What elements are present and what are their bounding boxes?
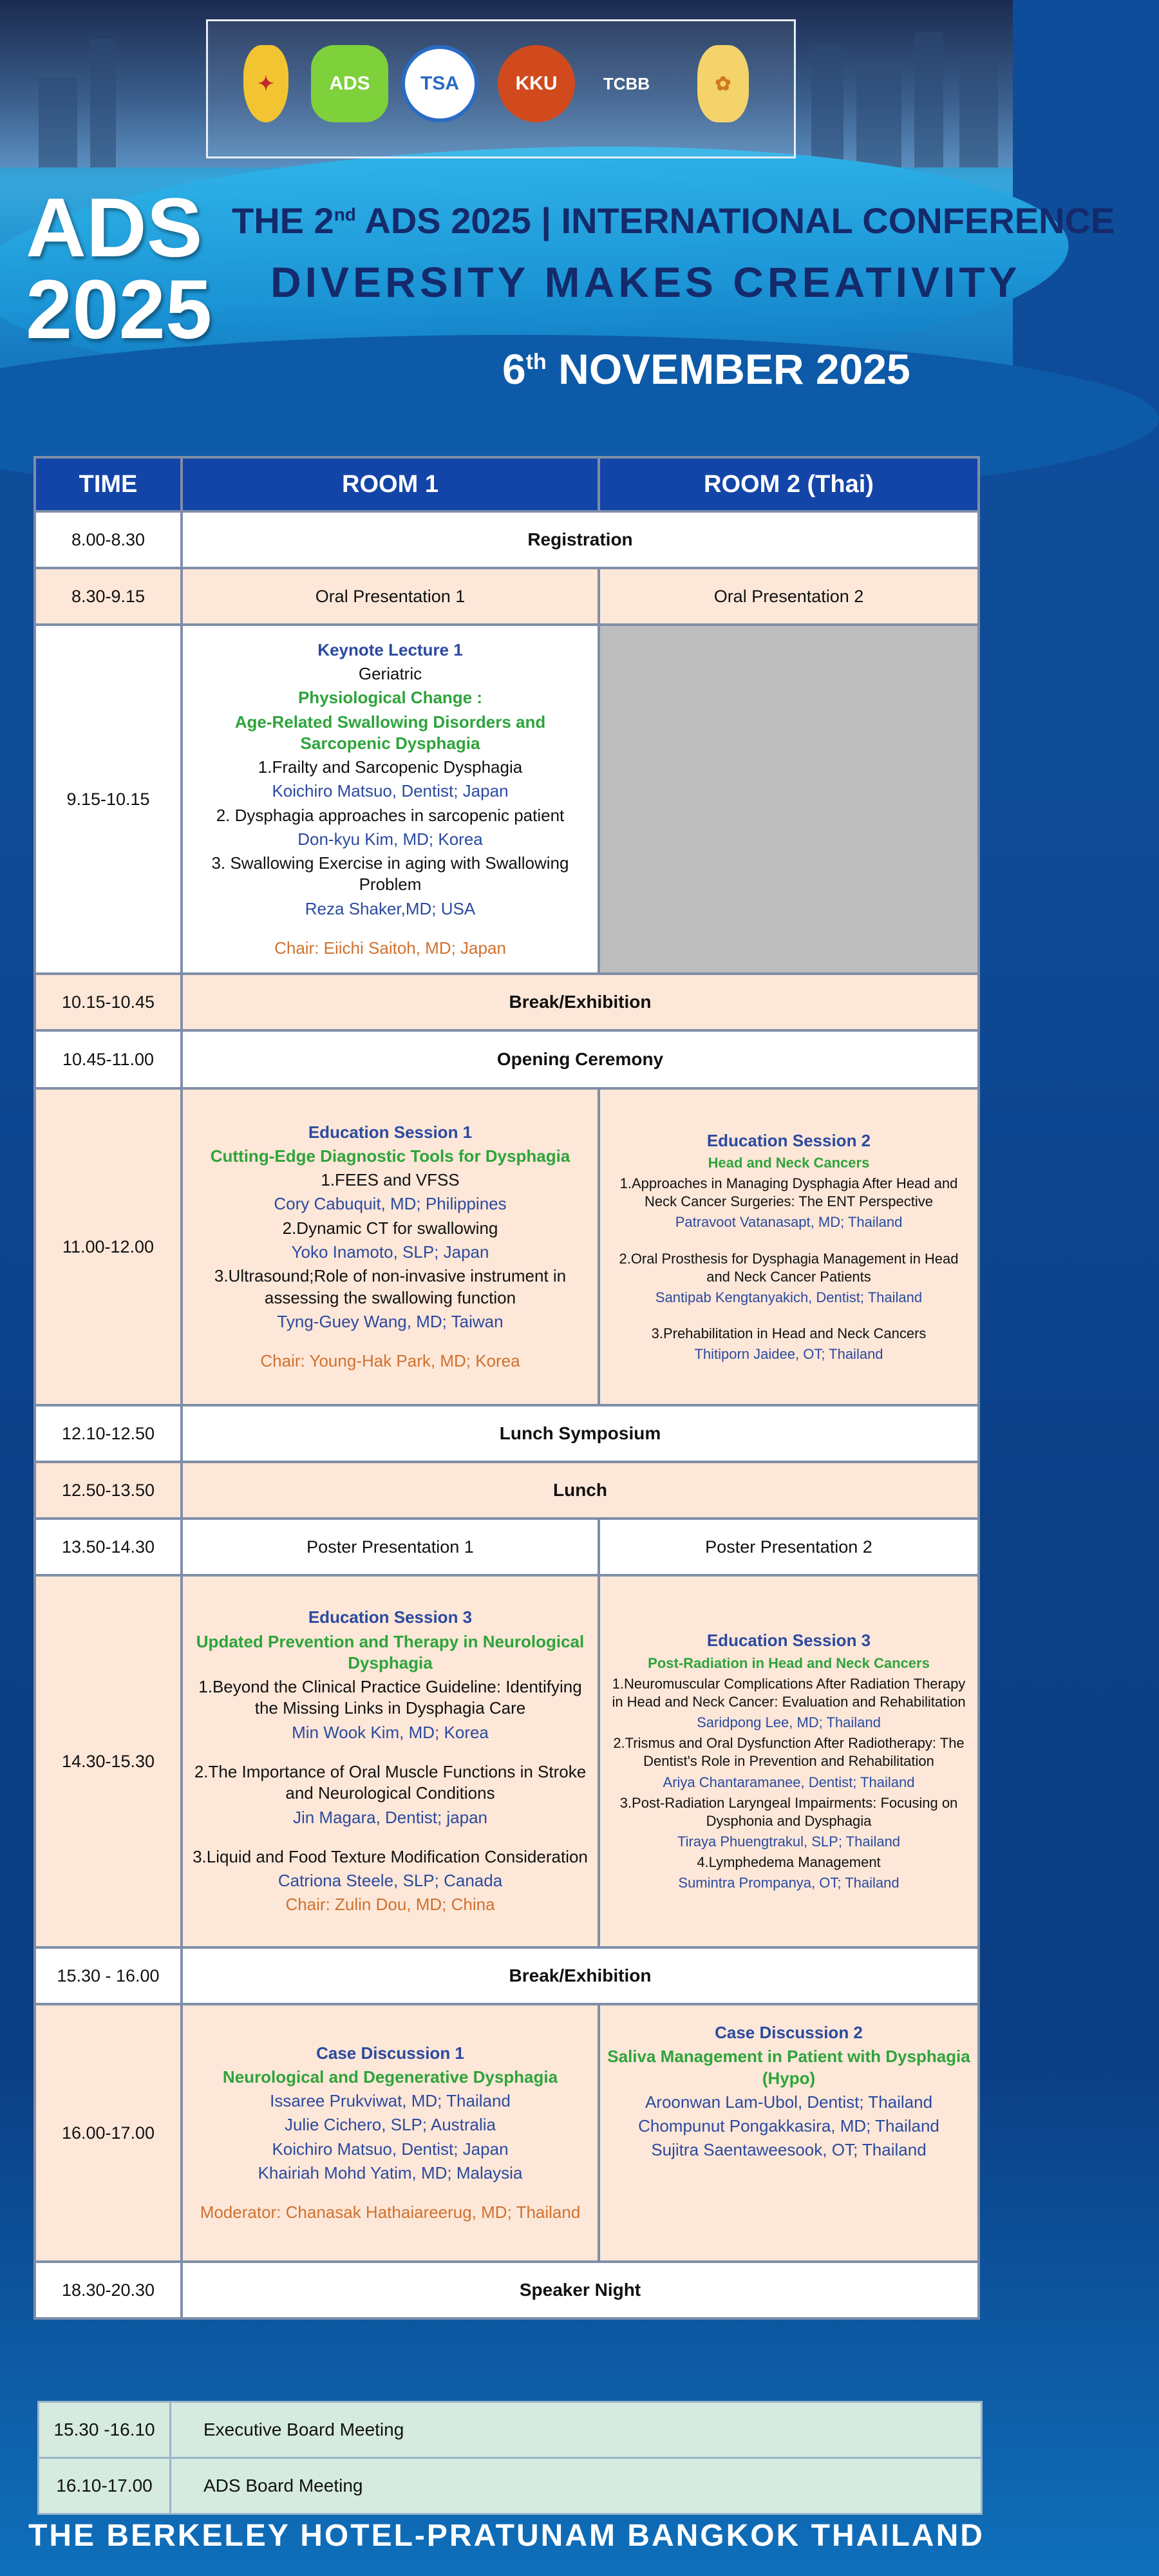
talk-title: 3.Post-Radiation Laryngeal Impairments: Focusing on Dysphonia and Dysphagia <box>619 1794 958 1829</box>
session-title: Education Session 2 <box>706 1130 871 1150</box>
chair: Chair: Zulin Dou, MD; China <box>285 1895 495 1915</box>
moderator: Moderator: Chanasak Hathaiareerug, MD; Thailand <box>200 2202 581 2222</box>
speaker: Ariya Chantaramanee, Dentist; Thailand <box>663 1774 915 1790</box>
speaker: Koichiro Matsuo, Dentist; Japan <box>272 2139 509 2159</box>
table-header-row <box>35 457 979 511</box>
speaker: Saridpong Lee, MD; Thailand <box>697 1714 881 1731</box>
speaker: Santipab Kengtanyakich, Dentist; Thailand <box>655 1289 923 1305</box>
table-row <box>35 1088 979 1405</box>
speaker: Don-kyu Kim, MD; Korea <box>297 829 483 849</box>
session-title: Keynote Lecture 1 <box>317 639 463 659</box>
speaker: Thitiporn Jaidee, OT; Thailand <box>694 1346 883 1363</box>
event-cell: Break/Exhibition <box>182 974 979 1030</box>
empty-cell <box>599 625 979 974</box>
session-topic: Neurological and Degenerative Dysphagia <box>222 2067 558 2087</box>
time-cell: 16.10-17.00 <box>39 2458 171 2514</box>
time-cell: 10.15-10.45 <box>35 974 182 1030</box>
table-row <box>35 2004 979 2262</box>
logo-strip <box>206 19 796 158</box>
keynote-cell <box>182 625 599 974</box>
education-session-1-cell <box>182 1088 599 1405</box>
session-topic: Saliva Management in Patient with Dysphagia (Hypo) <box>607 2047 970 2088</box>
room1-cell: Oral Presentation 1 <box>182 568 599 625</box>
time-cell: 8.00-8.30 <box>35 511 182 568</box>
talk-title: 3.Liquid and Food Texture Modification Consideration <box>193 1846 588 1866</box>
time-cell: 9.15-10.15 <box>35 625 182 974</box>
talk-title: 2. Dysphagia approaches in sarcopenic patient <box>216 805 565 825</box>
room2-cell: Oral Presentation 2 <box>599 568 979 625</box>
speaker: Tyng-Guey Wang, MD; Taiwan <box>277 1311 504 1331</box>
talk-title: 4.Lymphedema Management <box>697 1854 881 1871</box>
session-title: Case Discussion 1 <box>316 2043 464 2063</box>
conference-date: 6th NOVEMBER 2025 <box>502 345 910 393</box>
speaker: Tiraya Phuengtrakul, SLP; Thailand <box>677 1833 901 1850</box>
session-subtitle: Geriatric <box>358 664 422 684</box>
event-cell: Registration <box>182 511 979 568</box>
tcbb-logo: TCBB <box>603 73 650 93</box>
header-time: TIME <box>35 457 182 511</box>
talk-title: 1.Beyond the Clinical Practice Guideline: Identifying the Missing Links in Dysphagia Care <box>198 1677 582 1718</box>
talk-title: 2.Trismus and Oral Dysfunction After Radiotherapy: The Dentist's Role in Prevention and Rehabilitation <box>613 1735 965 1770</box>
table-row <box>39 2402 982 2458</box>
session-topic: Updated Prevention and Therapy in Neurological Dysphagia <box>196 1631 585 1672</box>
time-cell: 12.50-13.50 <box>35 1462 182 1519</box>
table-row <box>35 1030 979 1088</box>
table-row <box>35 568 979 625</box>
time-cell: 14.30-15.30 <box>35 1575 182 1947</box>
session-title: Education Session 3 <box>308 1607 473 1627</box>
speaker: Sujitra Saentaweesook, OT; Thailand <box>651 2140 927 2160</box>
header-banner <box>0 0 1115 451</box>
case-discussion-2-cell <box>599 2004 979 2262</box>
session-title: Education Session 1 <box>308 1122 473 1142</box>
conference-title: THE 2nd ADS 2025 | INTERNATIONAL CONFERENCE <box>232 200 1115 241</box>
talk-title: 1.Frailty and Sarcopenic Dysphagia <box>258 757 523 777</box>
case-discussion-1-cell <box>182 2004 599 2262</box>
kku-logo: KKU <box>498 35 575 132</box>
header-room2: ROOM 2 (Thai) <box>599 457 979 511</box>
schedule-table <box>33 456 980 2320</box>
education-session-3b-cell <box>599 1575 979 1947</box>
speaker: Aroonwan Lam-Ubol, Dentist; Thailand <box>645 2092 933 2112</box>
session-topic: Head and Neck Cancers <box>708 1154 870 1171</box>
time-cell: 11.00-12.00 <box>35 1088 182 1405</box>
speaker: Cory Cabuquit, MD; Philippines <box>274 1194 507 1214</box>
time-cell: 8.30-9.15 <box>35 568 182 625</box>
table-row <box>35 511 979 568</box>
talk-title: 2.The Importance of Oral Muscle Functions in Stroke and Neurological Conditions <box>194 1762 587 1803</box>
session-title: Case Discussion 2 <box>715 2023 863 2042</box>
time-cell: 18.30-20.30 <box>35 2262 182 2318</box>
society-emblem: ✦ <box>227 35 305 132</box>
room2-cell: Poster Presentation 2 <box>599 1519 979 1575</box>
header-room1: ROOM 1 <box>182 457 599 511</box>
time-cell: 10.45-11.00 <box>35 1030 182 1088</box>
education-session-2-cell <box>599 1088 979 1405</box>
meeting-label: ADS Board Meeting <box>171 2458 982 2514</box>
meeting-label: Executive Board Meeting <box>171 2402 982 2458</box>
speaker: Julie Cichero, SLP; Australia <box>284 2115 496 2135</box>
table-row <box>35 2262 979 2318</box>
event-cell: Opening Ceremony <box>182 1030 979 1088</box>
session-topic: Age-Related Swallowing Disorders and Sarcopenic Dysphagia <box>234 712 546 753</box>
table-row <box>35 625 979 974</box>
speaker: Koichiro Matsuo, Dentist; Japan <box>272 781 509 801</box>
table-row <box>35 1575 979 1947</box>
talk-title: 3.Prehabilitation in Head and Neck Cancers <box>651 1325 927 1342</box>
event-cell: Break/Exhibition <box>182 1947 979 2004</box>
speaker: Patravoot Vatanasapt, MD; Thailand <box>675 1214 903 1231</box>
venue-footer: THE BERKELEY HOTEL-PRATUNAM BANGKOK THAILAND <box>28 2519 985 2553</box>
speaker: Catriona Steele, SLP; Canada <box>278 1871 503 1891</box>
ads-logo: ADS <box>311 35 388 132</box>
speaker: Sumintra Prompanya, OT; Thailand <box>678 1875 900 1891</box>
ads-2025-mark: ADS 2025 <box>26 180 212 357</box>
talk-title: 2.Oral Prosthesis for Dysphagia Management in Head and Neck Cancer Patients <box>619 1250 959 1285</box>
talk-title: 2.Dynamic CT for swallowing <box>282 1218 498 1238</box>
speaker: Issaree Prukviwat, MD; Thailand <box>270 2091 511 2111</box>
chulabhorn-logo: ✿ <box>684 35 762 132</box>
event-cell: Lunch Symposium <box>182 1405 979 1462</box>
time-cell: 15.30 -16.10 <box>39 2402 171 2458</box>
time-cell: 13.50-14.30 <box>35 1519 182 1575</box>
table-row <box>35 1519 979 1575</box>
time-cell: 16.00-17.00 <box>35 2004 182 2262</box>
room1-cell: Poster Presentation 1 <box>182 1519 599 1575</box>
session-topic: Post-Radiation in Head and Neck Cancers <box>648 1654 930 1671</box>
speaker: Jin Magara, Dentist; japan <box>292 1807 488 1827</box>
tsa-logo: TSA <box>401 35 478 132</box>
table-row <box>39 2458 982 2514</box>
chair: Chair: Young-Hak Park, MD; Korea <box>260 1351 520 1371</box>
tagline: DIVERSITY MAKES CREATIVITY <box>270 258 1021 306</box>
table-row <box>35 974 979 1030</box>
speaker: Khairiah Mohd Yatim, MD; Malaysia <box>258 2163 523 2183</box>
event-cell: Speaker Night <box>182 2262 979 2318</box>
session-topic: Physiological Change : <box>297 688 483 708</box>
session-topic: Cutting-Edge Diagnostic Tools for Dysphagia <box>210 1146 570 1166</box>
speaker: Chompunut Pongakkasira, MD; Thailand <box>638 2116 939 2136</box>
time-cell: 15.30 - 16.00 <box>35 1947 182 2004</box>
talk-title: 3.Ultrasound;Role of non-invasive instrument in assessing the swallowing function <box>214 1266 567 1307</box>
table-row <box>35 1405 979 1462</box>
talk-title: 1.Neuromuscular Complications After Radiation Therapy in Head and Neck Cancer: Evaluation and Rehabilitation <box>612 1675 966 1710</box>
speaker: Min Wook Kim, MD; Korea <box>292 1722 489 1742</box>
board-meetings-table <box>37 2401 983 2515</box>
time-cell: 12.10-12.50 <box>35 1405 182 1462</box>
table-row <box>35 1947 979 2004</box>
session-title: Education Session 3 <box>706 1631 871 1651</box>
chair: Chair: Eiichi Saitoh, MD; Japan <box>274 938 506 958</box>
table-row <box>35 1462 979 1519</box>
talk-title: 1.Approaches in Managing Dysphagia After Head and Neck Cancer Surgeries: The ENT Perspective <box>619 1175 958 1210</box>
education-session-3-cell <box>182 1575 599 1947</box>
event-cell: Lunch <box>182 1462 979 1519</box>
talk-title: 3. Swallowing Exercise in aging with Swallowing Problem <box>211 853 569 895</box>
speaker: Reza Shaker,MD; USA <box>305 898 476 918</box>
speaker: Yoko Inamoto, SLP; Japan <box>291 1242 489 1262</box>
talk-title: 1.FEES and VFSS <box>321 1170 460 1190</box>
